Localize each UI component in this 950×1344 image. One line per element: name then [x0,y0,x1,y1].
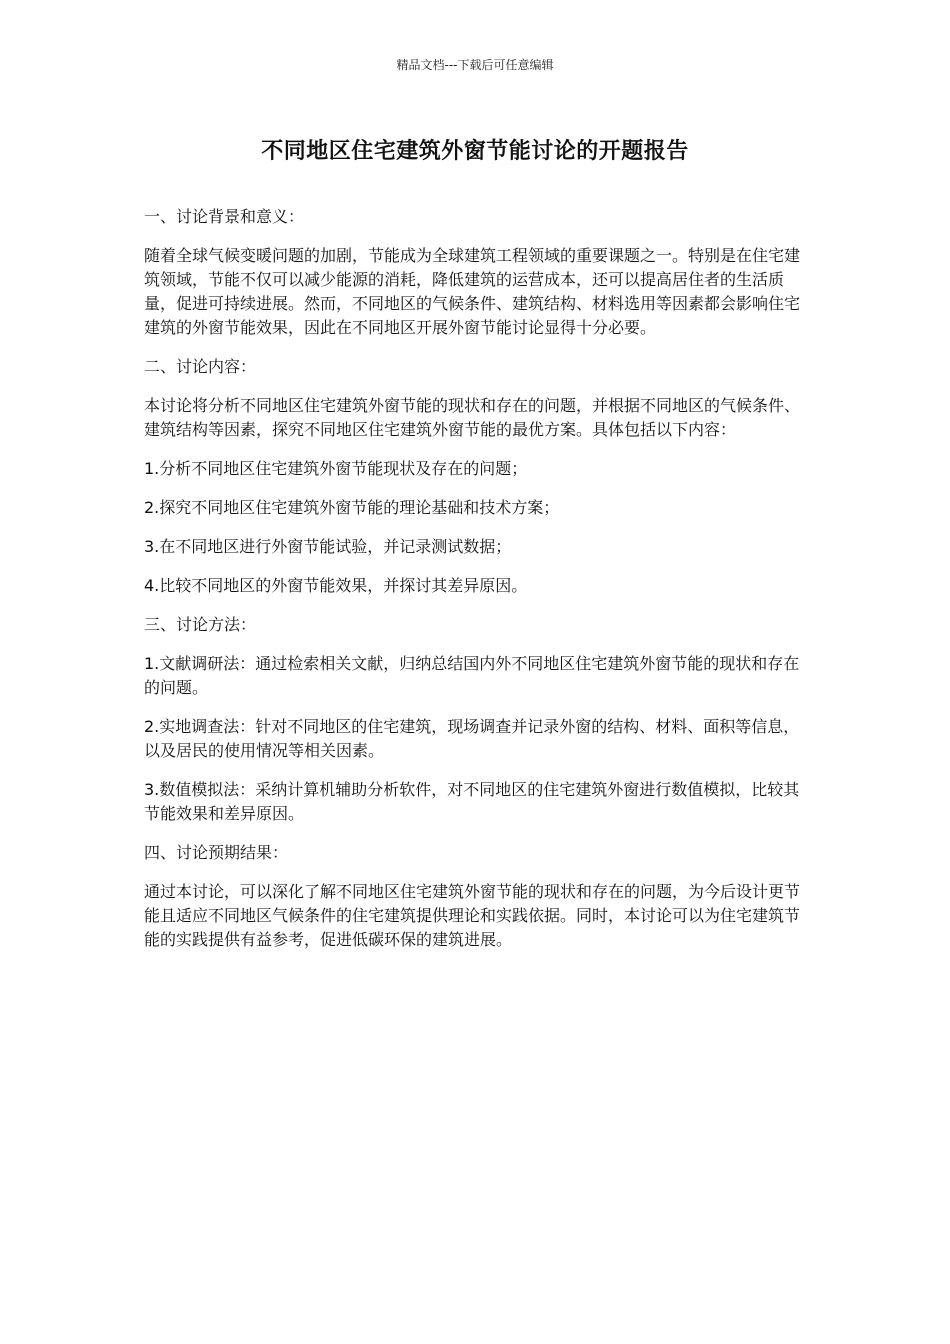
list-item-method-2: 2.实地调查法：针对不同地区的住宅建筑，现场调查并记录外窗的结构、材料、面积等信息，以及居民的使用情况等相关因素。 [144,717,800,760]
paragraph-results: 通过本讨论，可以深化了解不同地区住宅建筑外窗节能的现状和存在的问题，为今后设计更节能且适应不同地区气候条件的住宅建筑提供理论和实践依据。同时，本讨论可以为住宅建筑节能的实践提供有益参考，促进低碳环保的建筑进展。 [144,882,801,949]
section-heading-background: 一、讨论背景和意义： [144,207,305,226]
section-heading-methods: 三、讨论方法： [144,615,257,634]
section-heading-content: 二、讨论内容： [144,357,257,376]
paragraph-content-intro: 本讨论将分析不同地区住宅建筑外窗节能的现状和存在的问题，并根据不同地区的气候条件、建筑结构等因素，探究不同地区住宅建筑外窗节能的最优方案。具体包括以下内容： [144,396,801,439]
list-item-method-1: 1.文献调研法：通过检索相关文献，归纳总结国内外不同地区住宅建筑外窗节能的现状和存在的问题。 [144,654,800,697]
list-item-content-4: 4.比较不同地区的外窗节能效果，并探讨其差异原因。 [144,576,528,595]
list-item-content-1: 1.分析不同地区住宅建筑外窗节能现状及存在的问题； [144,459,528,478]
list-item-content-2: 2.探究不同地区住宅建筑外窗节能的理论基础和技术方案； [144,498,560,517]
page-header: 精品文档---下载后可任意编辑 [396,58,554,72]
list-item-content-3: 3.在不同地区进行外窗节能试验，并记录测试数据； [144,537,512,556]
document-body [144,205,806,967]
document-title: 不同地区住宅建筑外窗节能讨论的开题报告 [261,139,689,164]
paragraph-background: 随着全球气候变暖问题的加剧，节能成为全球建筑工程领域的重要课题之一。特别是在住宅建筑领域，节能不仅可以减少能源的消耗，降低建筑的运营成本，还可以提高居住者的生活质量，促进可持续进展。然而，不同地区的气候条件、建筑结构、材料选用等因素都会影响住宅建筑的外窗节能效果，因此在不同地区开展外窗节能讨论显得十分必要。 [144,246,801,337]
list-item-method-3: 3.数值模拟法：采纳计算机辅助分析软件，对不同地区的住宅建筑外窗进行数值模拟，比较其节能效果和差异原因。 [144,780,800,823]
section-heading-results: 四、讨论预期结果： [144,843,289,862]
